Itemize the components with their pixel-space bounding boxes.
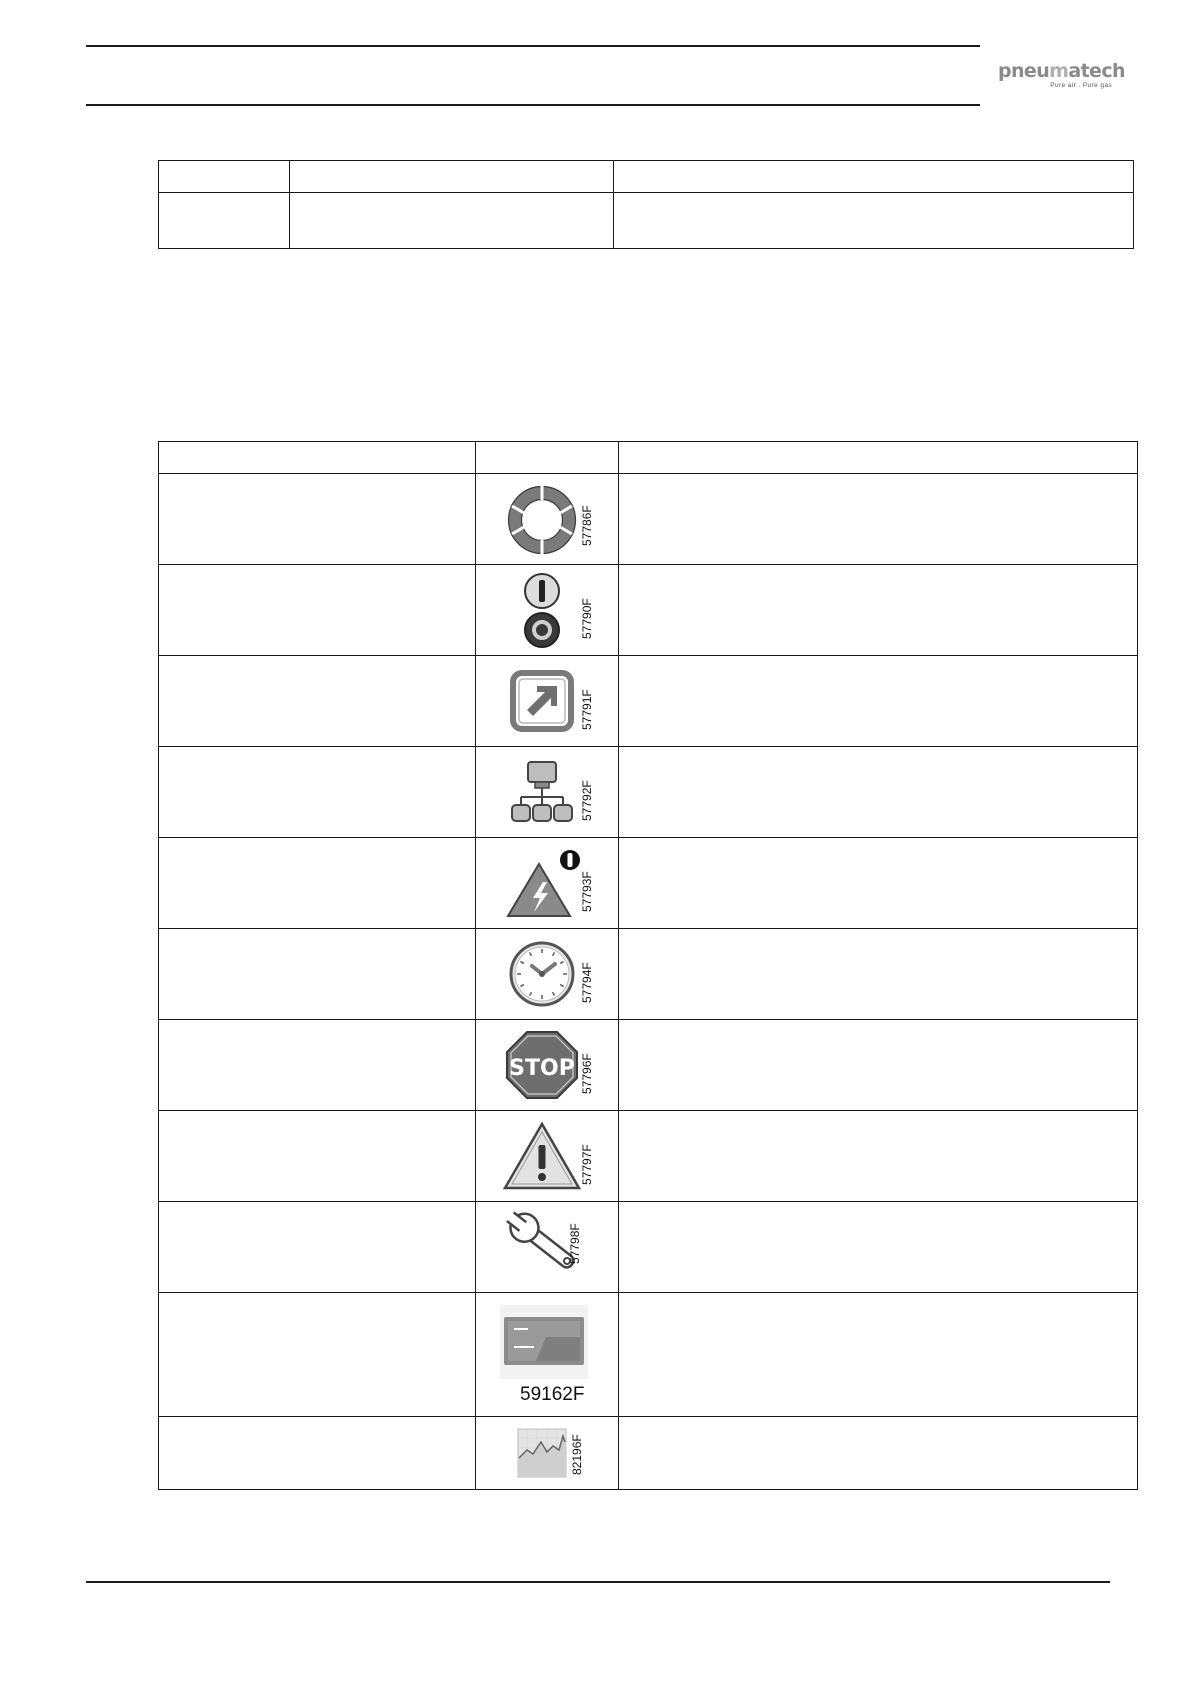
table-header-row — [159, 442, 1138, 474]
table-cell — [619, 747, 1138, 838]
card-icon — [500, 1305, 588, 1379]
table-row — [159, 1202, 1138, 1293]
icon-cell — [476, 1202, 619, 1293]
icon-table — [158, 441, 1138, 1490]
icon-cell — [476, 474, 619, 565]
figure-code: 57794F — [580, 962, 594, 1003]
figure-code: 57792F — [580, 780, 594, 821]
table-cell — [619, 1417, 1138, 1490]
figure-code: 57790F — [580, 598, 594, 639]
clock-icon — [508, 940, 576, 1008]
icon-cell — [476, 929, 619, 1020]
line-graph-icon — [517, 1428, 567, 1478]
table-row — [159, 193, 1134, 249]
table-cell — [619, 656, 1138, 747]
table-row — [159, 1417, 1138, 1490]
icon-cell — [476, 1417, 619, 1490]
icon-cell — [476, 565, 619, 656]
table-cell — [159, 747, 476, 838]
electrical-warning-icon — [506, 848, 588, 920]
table-cell — [290, 161, 614, 193]
header-cell — [159, 442, 476, 474]
table-row — [159, 161, 1134, 193]
table-row — [159, 1020, 1138, 1111]
table-cell — [159, 565, 476, 656]
figure-code: 57791F — [580, 689, 594, 730]
figure-code: 82196F — [570, 1434, 584, 1475]
arrow-box-icon — [510, 670, 576, 732]
stop-text: STOP — [509, 1056, 575, 1081]
table-cell — [619, 1202, 1138, 1293]
table-cell — [614, 193, 1134, 249]
icon-cell — [476, 1293, 619, 1417]
table-row — [159, 1111, 1138, 1202]
table-cell — [159, 193, 290, 249]
table-cell — [619, 838, 1138, 929]
table-cell — [619, 474, 1138, 565]
top-table — [158, 160, 1134, 249]
table-cell — [159, 1417, 476, 1490]
table-cell — [159, 474, 476, 565]
table-cell — [619, 1293, 1138, 1417]
figure-code: 57798F — [568, 1223, 582, 1264]
table-cell — [619, 929, 1138, 1020]
figure-code: 59162F — [520, 1384, 585, 1405]
table-cell — [159, 1111, 476, 1202]
table-row — [159, 474, 1138, 565]
table-cell — [614, 161, 1134, 193]
table-row — [159, 747, 1138, 838]
table-cell — [159, 656, 476, 747]
figure-code: 57797F — [580, 1144, 594, 1185]
network-tree-icon — [509, 759, 575, 825]
power-on-off-icon — [520, 571, 564, 651]
header-rule-top — [86, 45, 980, 47]
icon-cell — [476, 1111, 619, 1202]
figure-code: 57796F — [580, 1053, 594, 1094]
table-cell — [619, 565, 1138, 656]
table-cell — [619, 1111, 1138, 1202]
header-rule-bottom — [86, 104, 980, 106]
table-cell — [159, 161, 290, 193]
logo-tagline: Pure air . Pure gas — [1050, 82, 1112, 89]
icon-cell — [476, 838, 619, 929]
ring-segments-icon — [506, 484, 578, 556]
table-row — [159, 838, 1138, 929]
table-row — [159, 929, 1138, 1020]
header-cell — [619, 442, 1138, 474]
table-cell — [159, 929, 476, 1020]
icon-cell — [476, 1020, 619, 1111]
header-cell — [476, 442, 619, 474]
warning-triangle-icon — [503, 1121, 581, 1191]
table-cell — [159, 1202, 476, 1293]
icon-cell — [476, 656, 619, 747]
table-row — [159, 1293, 1138, 1417]
icon-cell — [476, 747, 619, 838]
logo-wordmark: pneumatech — [998, 60, 1125, 82]
brand-logo — [998, 60, 1125, 94]
table-cell — [619, 1020, 1138, 1111]
table-cell — [159, 1020, 476, 1111]
table-row — [159, 565, 1138, 656]
table-row — [159, 656, 1138, 747]
figure-code: 57786F — [580, 505, 594, 546]
stop-sign-icon — [505, 1030, 579, 1100]
footer-rule — [86, 1581, 1110, 1583]
table-cell — [290, 193, 614, 249]
figure-code: 57793F — [580, 871, 594, 912]
table-cell — [159, 838, 476, 929]
table-cell — [159, 1293, 476, 1417]
